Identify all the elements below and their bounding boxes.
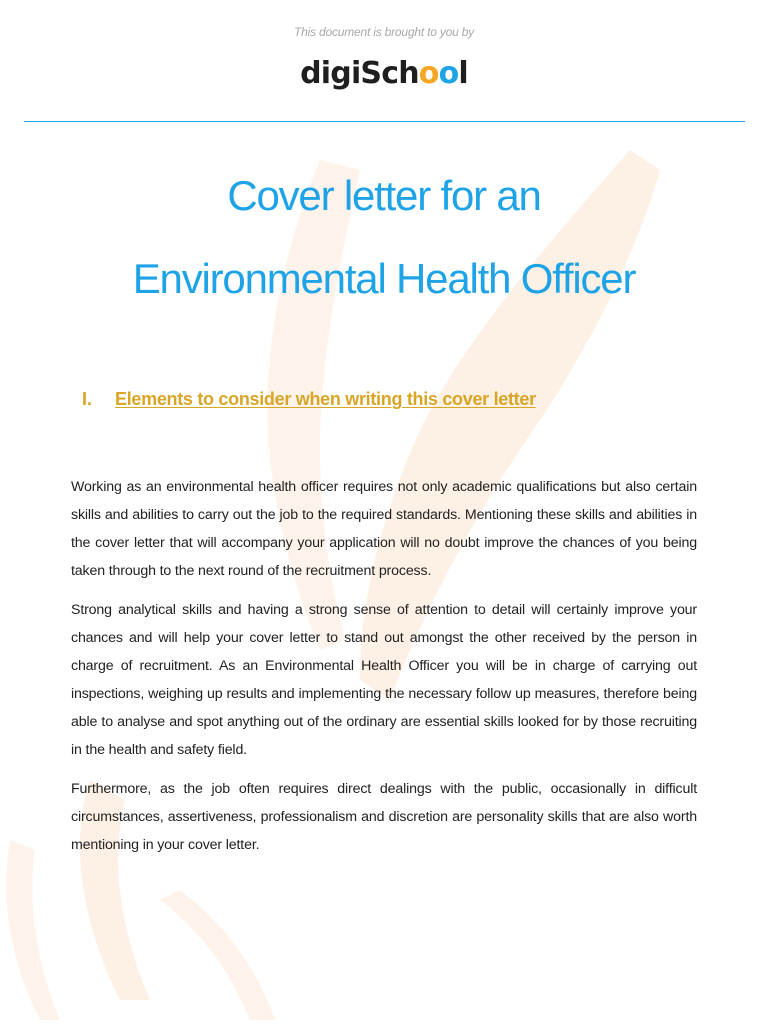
header-divider (24, 121, 745, 122)
document-title-line2: Environmental Health Officer (132, 255, 636, 302)
document-title-line1: Cover letter for an (227, 172, 541, 219)
brought-by-text: This document is brought to you by (294, 25, 474, 39)
section-heading-text: Elements to consider when writing this cover letter (115, 389, 536, 409)
section-number: I. (82, 389, 93, 409)
paragraph: Furthermore, as the job often requires direct dealings with the public, occasionally in difficult circumstances, assertiveness, professionalism and discretion are personality skills that are also worth mentioning in your cover letter. (71, 781, 697, 853)
section-heading (82, 386, 536, 412)
logo-text-part2: l (458, 56, 468, 91)
logo-o-blue: o (438, 56, 459, 91)
paragraph: Working as an environmental health officer requires not only academic qualifications but also certain skills and abilities to carry out the job to the required standards. Mentioning these skills and abilities in the cover letter that will accompany your application will no doubt improve the chances of you being taken through to the next round of the recruitment process. (71, 479, 697, 579)
logo-text-part1: digiSch (300, 56, 419, 91)
body-text (71, 473, 697, 870)
digischool-logo (0, 52, 768, 96)
logo-o-orange: o (418, 56, 439, 91)
paragraph: Strong analytical skills and having a strong sense of attention to detail will certainly improve your chances and will help your cover letter to stand out amongst the other received by the person in charge of recruitment. As an Environmental Health Officer you will be in charge of carrying out inspections, weighing up results and implementing the necessary follow up measures, therefore being able to analyse and spot anything out of the ordinary are essential skills looked for by those recruiting in the health and safety field. (71, 602, 697, 758)
